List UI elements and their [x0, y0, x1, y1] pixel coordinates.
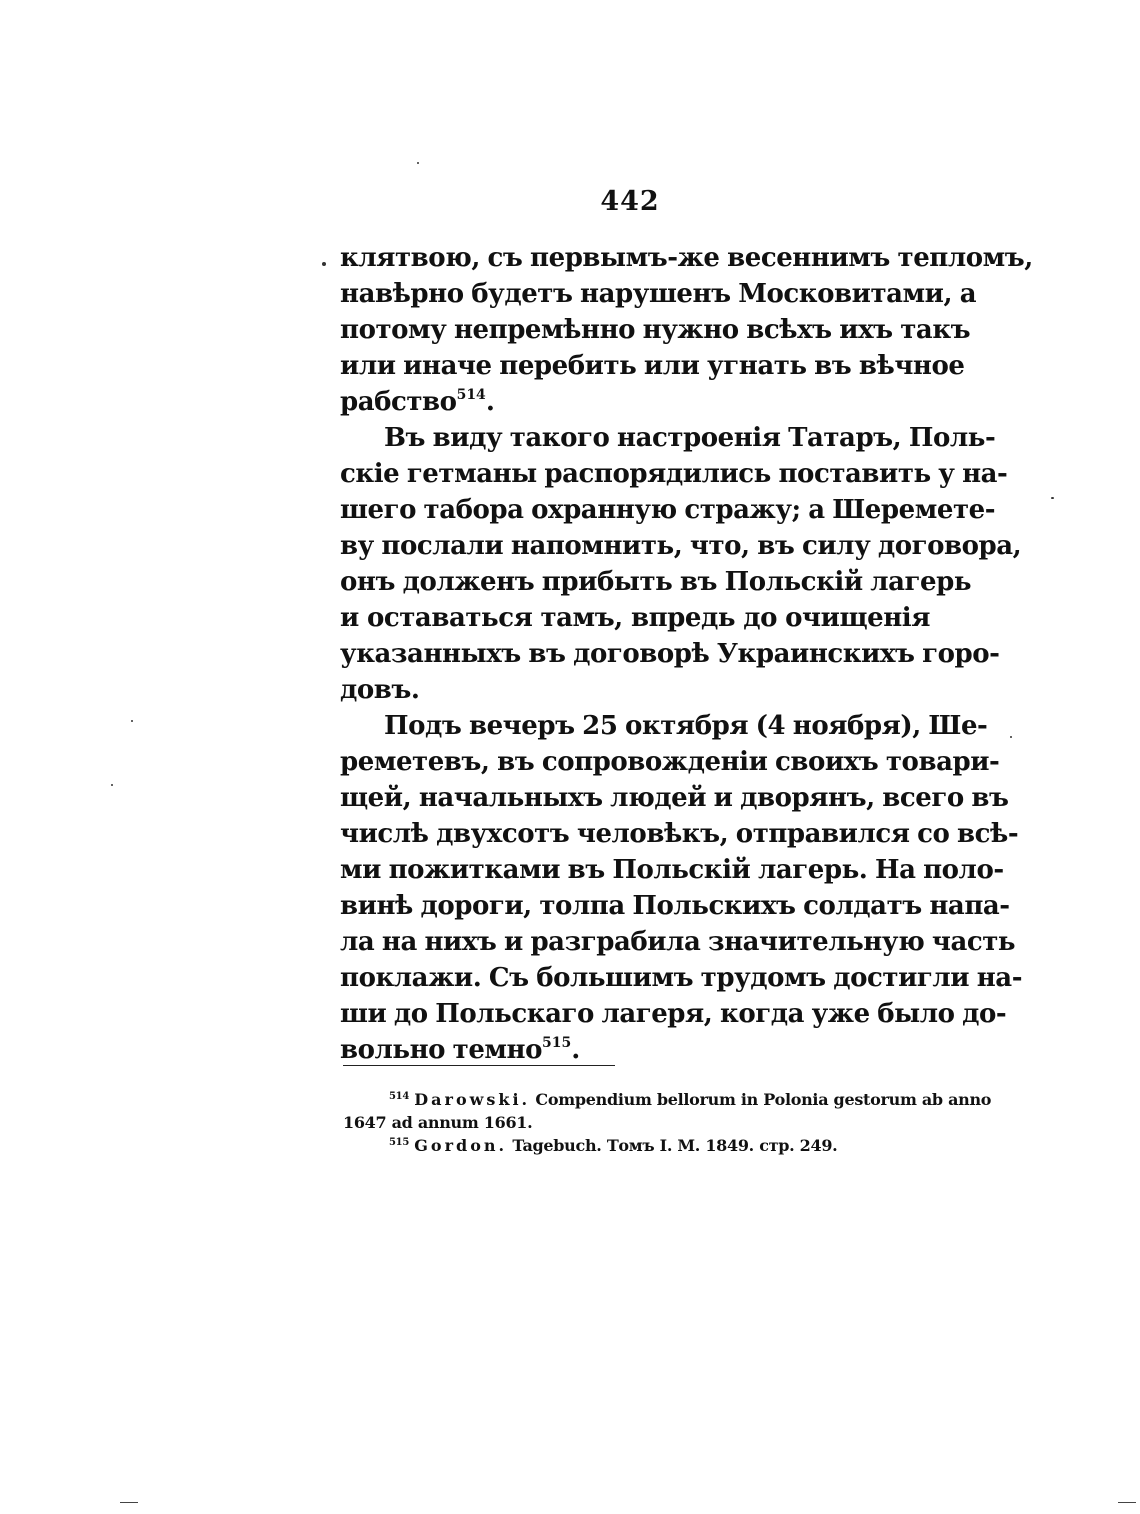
text-line: винѣ дороги, толпа Польскихъ солдатъ напа-	[340, 891, 1010, 921]
footnote-text: Compendium bellorum in Polonia gestorum ab anno	[535, 1090, 992, 1109]
text-line: щей, начальныхъ людей и дворянъ, всего въ	[340, 783, 1009, 813]
text-line: Подъ вечеръ 25 октября (4 ноября), Ше-	[384, 711, 988, 741]
text-line: поклажи. Съ большимъ трудомъ достигли на-	[340, 963, 1023, 993]
scan-speck	[417, 162, 419, 164]
text-line: шего табора охранную стражу; а Шеремете-	[340, 495, 996, 525]
footnotes	[343, 1088, 992, 1157]
text-line: числѣ двухсотъ человѣкъ, отправился со всѣ-	[340, 819, 1019, 849]
main-text-column	[340, 240, 1033, 1068]
scan-speck	[1051, 497, 1054, 499]
text-line: Въ виду такого настроенія Татаръ, Поль-	[384, 423, 996, 453]
footnote-515-line	[343, 1134, 933, 1157]
punctuation: .	[571, 1035, 580, 1065]
paragraph-2	[340, 420, 1022, 708]
text-line: ши до Польскаго лагеря, когда уже было до-	[340, 999, 1007, 1029]
footnote-marker: 514	[389, 1091, 409, 1102]
text-line: и оставаться тамъ, впредь до очищенія	[340, 603, 930, 633]
text-line-content: рабство	[340, 387, 457, 417]
scan-mark	[120, 1502, 138, 1503]
text-line-content: вольно темно	[340, 1035, 543, 1065]
text-line: ла на нихъ и разграбила значительную часть	[340, 927, 1016, 957]
text-line: навѣрно будетъ нарушенъ Московитами, а	[340, 279, 977, 309]
text-line: потому непремѣнно нужно всѣхъ ихъ такъ	[340, 315, 971, 345]
scan-speck	[131, 720, 133, 722]
text-line: довъ.	[340, 675, 420, 705]
footnote-marker: 515	[389, 1137, 409, 1148]
footnote-reference: 514	[456, 387, 486, 403]
text-line: клятвою, съ первымъ-же весеннимъ тепломъ,	[340, 243, 1033, 273]
text-line: скіе гетманы распорядились поставить у на-	[340, 459, 1008, 489]
paragraph-1	[340, 240, 1033, 420]
paragraph-3	[340, 708, 1023, 1068]
text-line	[340, 384, 930, 420]
scan-speck	[1010, 736, 1012, 738]
footnote-reference: 515	[542, 1035, 572, 1051]
punctuation: .	[485, 387, 495, 417]
text-line: ми пожитками въ Польскій лагерь. На поло-	[340, 855, 1004, 885]
text-line: или иначе перебить или угнать въ вѣчное	[340, 351, 965, 381]
page-number: 442	[600, 186, 660, 217]
footnote-author: Gordon.	[414, 1136, 508, 1155]
scan-speck	[111, 784, 113, 786]
scan-speck	[322, 262, 326, 266]
text-line	[340, 1032, 930, 1068]
text-line: онъ долженъ прибыть въ Польскій лагерь	[340, 567, 972, 597]
footnote-author: Darowski.	[414, 1090, 531, 1109]
scan-mark	[1118, 1502, 1136, 1503]
text-line: указанныхъ въ договорѣ Украинскихъ горо-	[340, 639, 1000, 669]
footnote-514-line: 1647 ad annum 1661.	[343, 1113, 533, 1132]
footnote-text: Tagebuch. Томъ I. M. 1849. стр. 249.	[512, 1136, 838, 1155]
footnote-514-line	[343, 1088, 992, 1111]
text-line: ву послали напомнить, что, въ силу договора,	[340, 531, 1022, 561]
footnote-divider	[343, 1065, 615, 1066]
text-line: реметевъ, въ сопровожденіи своихъ товари-	[340, 747, 1000, 777]
